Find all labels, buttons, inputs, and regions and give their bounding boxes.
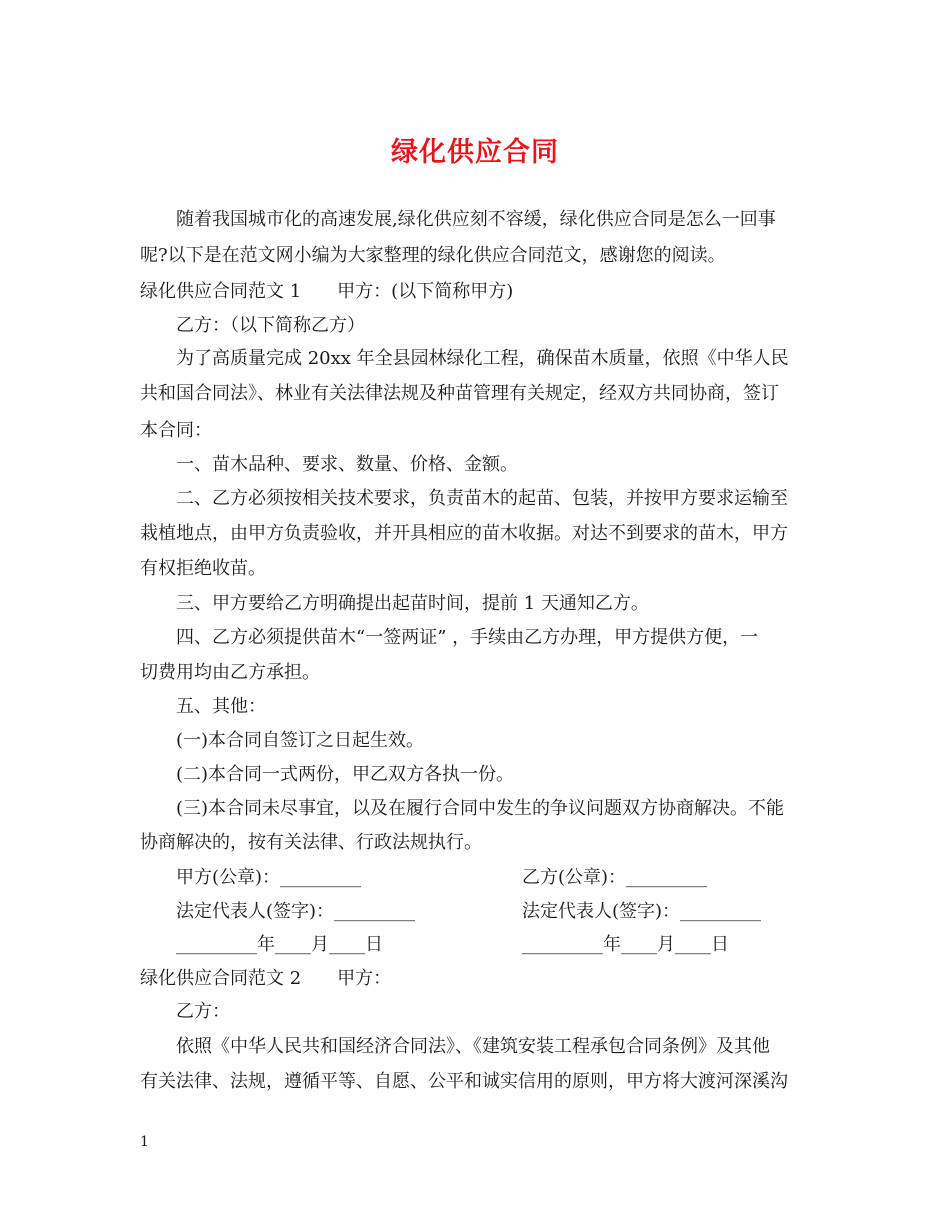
clause-2-line: 栽植地点，由甲方负责验收，并开具相应的苗木收据。对达不到要求的苗木，甲方 — [140, 523, 788, 544]
party-a-seal: 甲方(公章)：_________ — [176, 867, 362, 888]
sub-clause-3-line: 协商解决的，按有关法律、行政法规执行。 — [140, 832, 482, 853]
clause-4-line: 四、乙方必须提供苗木“一签两证” ，手续由乙方办理，甲方提供方便，一 — [176, 627, 759, 648]
sub-clause-2: (二)本合同一式两份，甲乙双方各执一份。 — [176, 764, 515, 785]
clause-2-line: 有权拒绝收苗。 — [140, 558, 266, 579]
sample2-heading: 绿化供应合同范文 2 甲方： — [140, 968, 392, 989]
intro-line-2: 呢?以下是在范文网小编为大家整理的绿化供应合同范文，感谢您的阅读。 — [140, 245, 726, 266]
party-a-representative: 法定代表人(签字)：_________ — [176, 901, 416, 922]
clause-4-line: 切费用均由乙方承担。 — [140, 662, 320, 683]
party-b-date: _________年____月____日 — [522, 934, 729, 955]
preamble-line: 为了高质量完成 20xx 年全县园林绿化工程，确保苗木质量，依照《中华人民 — [176, 348, 789, 369]
intro-line-1: 随着我国城市化的高速发展,绿化供应刻不容缓，绿化供应合同是怎么一回事 — [176, 209, 776, 230]
sample2-body-line: 有关法律、法规，遵循平等、自愿、公平和诚实信用的原则，甲方将大渡河深溪沟 — [140, 1071, 788, 1092]
preamble-line: 共和国合同法》、林业有关法律法规及种苗管理有关规定，经双方共同协商，签订 — [140, 383, 779, 404]
party-a-date: _________年____月____日 — [176, 934, 383, 955]
sample1-party-b: 乙方：（以下简称乙方） — [176, 315, 365, 336]
page-number: 1 — [140, 1134, 149, 1150]
sample1-heading: 绿化供应合同范文 1 甲方：(以下简称甲方) — [140, 281, 514, 302]
sample2-party-b: 乙方： — [176, 1001, 230, 1022]
clause-1: 一、苗木品种、要求、数量、价格、金额。 — [176, 454, 518, 475]
sub-clause-1: (一)本合同自签订之日起生效。 — [176, 730, 425, 751]
sample2-body-line: 依照《中华人民共和国经济合同法》、《建筑安装工程承包合同条例》及其他 — [176, 1036, 770, 1057]
clause-5: 五、其他： — [176, 696, 266, 717]
sub-clause-3-line: (三)本合同未尽事宜，以及在履行合同中发生的争议问题双方协商解决。不能 — [176, 798, 785, 819]
clause-3: 三、甲方要给乙方明确提出起苗时间，提前 1 天通知乙方。 — [176, 593, 649, 614]
party-b-seal: 乙方(公章)：_________ — [522, 867, 708, 888]
preamble-line: 本合同： — [140, 420, 212, 441]
document-title: 绿化供应合同 — [391, 137, 559, 168]
clause-2-line: 二、乙方必须按相关技术要求，负责苗木的起苗、包装，并按甲方要求运输至 — [176, 488, 788, 509]
party-b-representative: 法定代表人(签字)：_________ — [522, 901, 762, 922]
